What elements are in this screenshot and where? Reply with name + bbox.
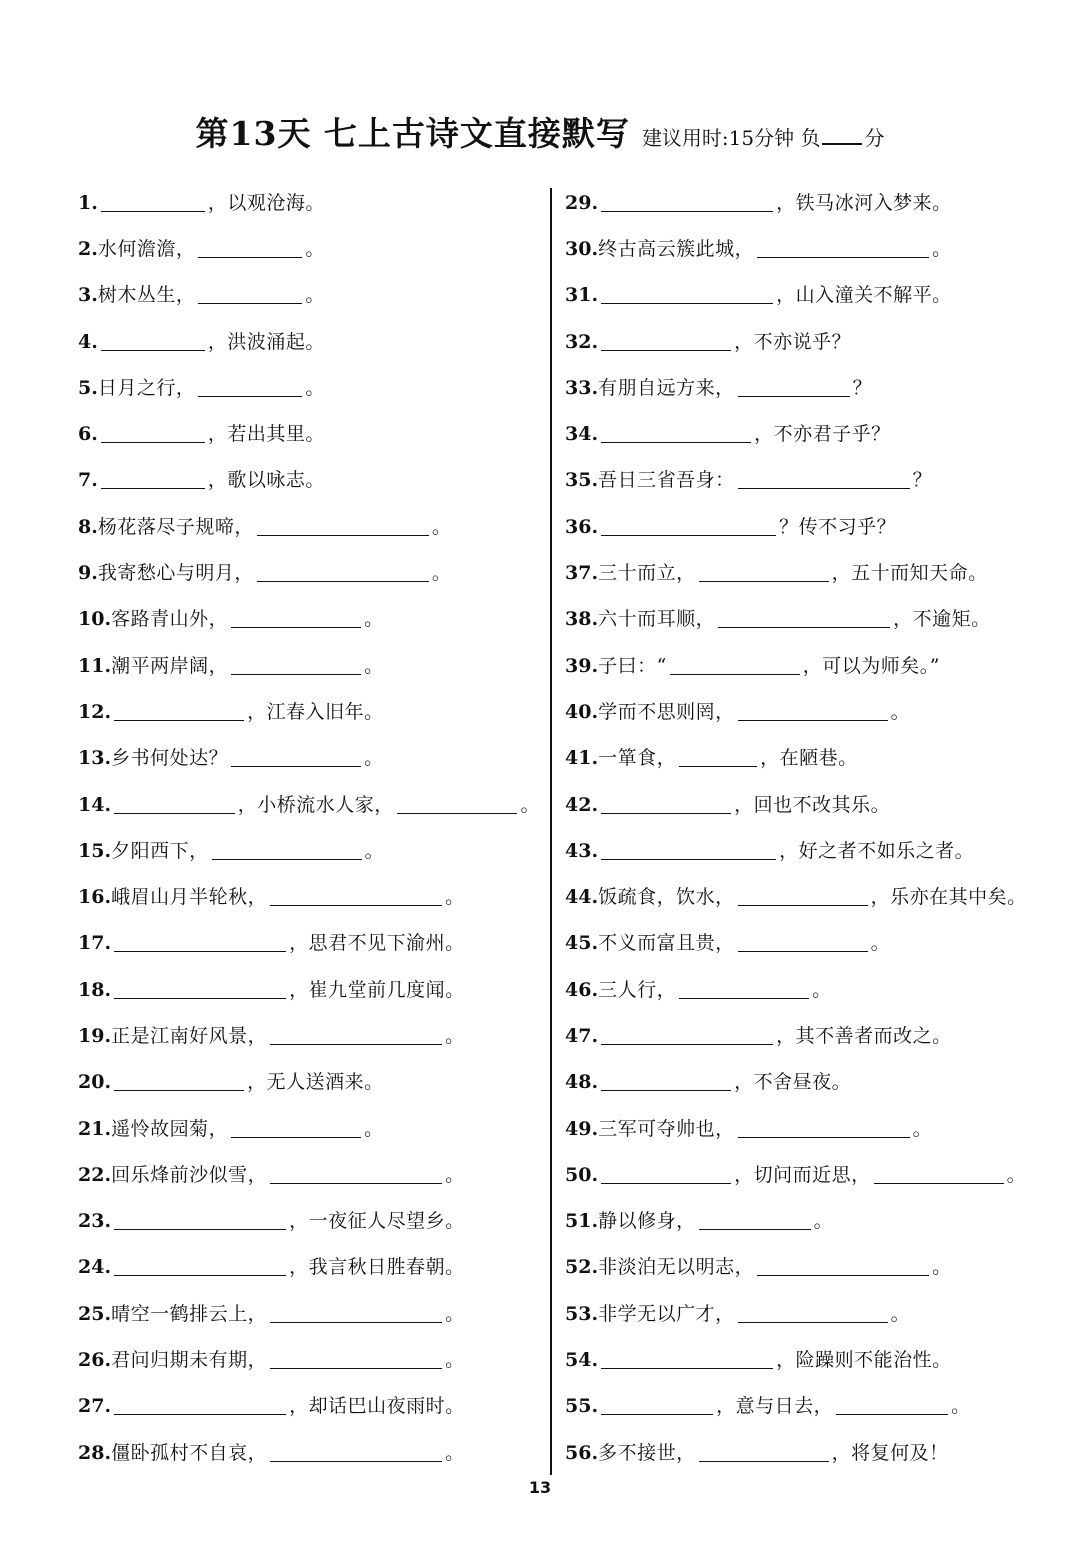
answer-blank[interactable] xyxy=(114,1213,286,1230)
answer-blank[interactable] xyxy=(257,519,429,536)
question-item: 53. 非学无以广才， 。 xyxy=(565,1302,911,1325)
answer-blank[interactable] xyxy=(601,843,776,860)
answer-blank[interactable] xyxy=(738,889,868,906)
question-item: 13. 乡书何处达？ 。 xyxy=(78,747,384,770)
answer-blank[interactable] xyxy=(738,704,888,721)
answer-blank[interactable] xyxy=(270,889,442,906)
answer-blank[interactable] xyxy=(699,1213,811,1230)
question-item: 42. ，回也不改其乐。 xyxy=(565,793,891,816)
answer-blank[interactable] xyxy=(601,1352,773,1369)
question-item: 31. ，山入潼关不解平。 xyxy=(565,284,952,307)
question-item: 7. ，歌以咏志。 xyxy=(78,469,325,492)
question-item: 6. ，若出其里。 xyxy=(78,423,325,446)
question-item: 51. 静以修身， 。 xyxy=(565,1210,834,1233)
answer-blank[interactable] xyxy=(836,1398,948,1415)
answer-blank[interactable] xyxy=(757,1259,929,1276)
question-item: 45. 不义而富且贵， 。 xyxy=(565,932,891,955)
question-item: 36. ？传不习乎？ xyxy=(565,515,897,538)
question-item: 26. 君问归期未有期， 。 xyxy=(78,1349,465,1372)
answer-blank[interactable] xyxy=(114,982,286,999)
question-item: 23. ，一夜征人尽望乡。 xyxy=(78,1210,465,1233)
answer-blank[interactable] xyxy=(601,1074,731,1091)
answer-blank[interactable] xyxy=(601,519,776,536)
answer-blank[interactable] xyxy=(601,287,773,304)
question-item: 11. 潮平两岸阔， 。 xyxy=(78,654,384,677)
question-item: 35. 吾日三省吾身： ？ xyxy=(565,469,933,492)
page-header xyxy=(0,108,1080,155)
answer-blank[interactable] xyxy=(738,1306,888,1323)
answer-blank[interactable] xyxy=(101,426,205,443)
answer-blank[interactable] xyxy=(397,797,518,814)
question-item: 34. ，不亦君子乎？ xyxy=(565,423,891,446)
question-item: 9. 我寄愁心与明月， 。 xyxy=(78,562,452,585)
question-item: 19. 正是江南好风景， 。 xyxy=(78,1024,465,1047)
question-item: 27. ，却话巴山夜雨时。 xyxy=(78,1395,465,1418)
page-title: 第13天 七上古诗文直接默写 xyxy=(195,114,630,153)
answer-blank[interactable] xyxy=(231,750,361,767)
question-item: 30. 终古高云簇此城， 。 xyxy=(565,237,952,260)
question-item: 3. 树木丛生， 。 xyxy=(78,284,325,307)
question-item: 12. ，江春入旧年。 xyxy=(78,700,384,723)
answer-blank[interactable] xyxy=(679,750,757,767)
question-item: 8. 杨花落尽子规啼， 。 xyxy=(78,515,452,538)
question-item: 16. 峨眉山月半轮秋， 。 xyxy=(78,886,465,909)
answer-blank[interactable] xyxy=(679,982,809,999)
answer-blank[interactable] xyxy=(601,797,731,814)
question-item: 20. ，无人送酒来。 xyxy=(78,1071,384,1094)
question-item: 43. ，好之者不如乐之者。 xyxy=(565,839,975,862)
question-item: 56. 多不接世， ，将复何及！ xyxy=(565,1441,949,1464)
question-item: 14. ，小桥流水人家， 。 xyxy=(78,793,540,816)
question-item: 22. 回乐烽前沙似雪， 。 xyxy=(78,1163,465,1186)
question-item: 4. ，洪波涌起。 xyxy=(78,330,325,353)
answer-blank[interactable] xyxy=(114,1398,286,1415)
question-item: 37. 三十而立， ，五十而知天命。 xyxy=(565,562,988,585)
question-item: 44. 饭疏食，饮水， ，乐亦在其中矣。 xyxy=(565,886,1027,909)
question-item: 32. ，不亦说乎？ xyxy=(565,330,852,353)
question-item: 47. ，其不善者而改之。 xyxy=(565,1024,952,1047)
question-item: 33. 有朋自远方来， ？ xyxy=(565,376,873,399)
page-number: 13 xyxy=(528,1478,552,1497)
question-item: 40. 学而不思则罔， 。 xyxy=(565,700,911,723)
answer-blank[interactable] xyxy=(270,1352,442,1369)
question-item: 21. 遥怜故园菊， 。 xyxy=(78,1117,384,1140)
answer-blank[interactable] xyxy=(114,797,235,814)
question-item: 48. ，不舍昼夜。 xyxy=(565,1071,852,1094)
answer-blank[interactable] xyxy=(699,1445,829,1462)
answer-blank[interactable] xyxy=(738,935,868,952)
question-item: 41. 一箪食， ，在陋巷。 xyxy=(565,747,858,770)
answer-blank[interactable] xyxy=(114,1074,244,1091)
question-item: 24. ，我言秋日胜春朝。 xyxy=(78,1256,465,1279)
question-item: 25. 晴空一鹤排云上， 。 xyxy=(78,1302,465,1325)
answer-blank[interactable] xyxy=(198,287,302,304)
answer-blank[interactable] xyxy=(257,565,429,582)
right-column xyxy=(565,180,1045,1476)
answer-blank[interactable] xyxy=(101,334,205,351)
answer-blank[interactable] xyxy=(670,658,800,675)
question-item: 15. 夕阳西下， 。 xyxy=(78,839,385,862)
question-item: 54. ，险躁则不能治性。 xyxy=(565,1349,952,1372)
question-item: 17. ，思君不见下渝州。 xyxy=(78,932,465,955)
answer-blank[interactable] xyxy=(212,843,362,860)
answer-blank[interactable] xyxy=(198,241,302,258)
answer-blank[interactable] xyxy=(601,195,773,212)
score-blank[interactable] xyxy=(822,125,862,145)
answer-blank[interactable] xyxy=(231,611,361,628)
score-unit: 分 xyxy=(864,126,885,150)
question-item: 38. 六十而耳顺， ，不逾矩。 xyxy=(565,608,991,631)
answer-blank[interactable] xyxy=(231,658,361,675)
answer-blank[interactable] xyxy=(601,426,751,443)
question-item: 52. 非淡泊无以明志， 。 xyxy=(565,1256,952,1279)
time-suggestion: 建议用时:15分钟 负 xyxy=(641,126,821,150)
answer-blank[interactable] xyxy=(601,334,731,351)
question-item: 18. ，崔九堂前几度闻。 xyxy=(78,978,465,1001)
answer-blank[interactable] xyxy=(114,704,244,721)
left-column xyxy=(78,180,540,1476)
column-divider xyxy=(550,188,552,1475)
question-item: 1. ，以观沧海。 xyxy=(78,191,325,214)
answer-blank[interactable] xyxy=(757,241,929,258)
question-item: 49. 三军可夺帅也， 。 xyxy=(565,1117,933,1140)
answer-blank[interactable] xyxy=(738,1121,910,1138)
question-item: 10. 客路青山外， 。 xyxy=(78,608,384,631)
answer-blank[interactable] xyxy=(718,611,890,628)
question-item: 39. 子曰：“ ，可以为师矣。” xyxy=(565,654,940,677)
question-item: 2. 水何澹澹， 。 xyxy=(78,237,325,260)
question-item: 5. 日月之行， 。 xyxy=(78,376,325,399)
answer-blank[interactable] xyxy=(270,1167,442,1184)
answer-blank[interactable] xyxy=(270,1306,442,1323)
answer-blank[interactable] xyxy=(114,935,286,952)
answer-blank[interactable] xyxy=(101,472,205,489)
answer-blank[interactable] xyxy=(601,1167,731,1184)
answer-blank[interactable] xyxy=(699,565,829,582)
answer-blank[interactable] xyxy=(114,1259,286,1276)
question-item: 28. 僵卧孤村不自哀， 。 xyxy=(78,1441,465,1464)
answer-blank[interactable] xyxy=(601,1398,713,1415)
question-item: 55. ，意与日去， 。 xyxy=(565,1395,971,1418)
question-item: 29. ，铁马冰河入梦来。 xyxy=(565,191,952,214)
answer-blank[interactable] xyxy=(270,1445,442,1462)
answer-blank[interactable] xyxy=(738,472,910,489)
question-item: 46. 三人行， 。 xyxy=(565,978,832,1001)
answer-blank[interactable] xyxy=(874,1167,1004,1184)
answer-blank[interactable] xyxy=(198,380,302,397)
question-item: 50. ，切问而近思， 。 xyxy=(565,1163,1027,1186)
answer-blank[interactable] xyxy=(601,1028,773,1045)
answer-blank[interactable] xyxy=(738,380,850,397)
answer-blank[interactable] xyxy=(270,1028,442,1045)
answer-blank[interactable] xyxy=(101,195,205,212)
answer-blank[interactable] xyxy=(231,1121,361,1138)
